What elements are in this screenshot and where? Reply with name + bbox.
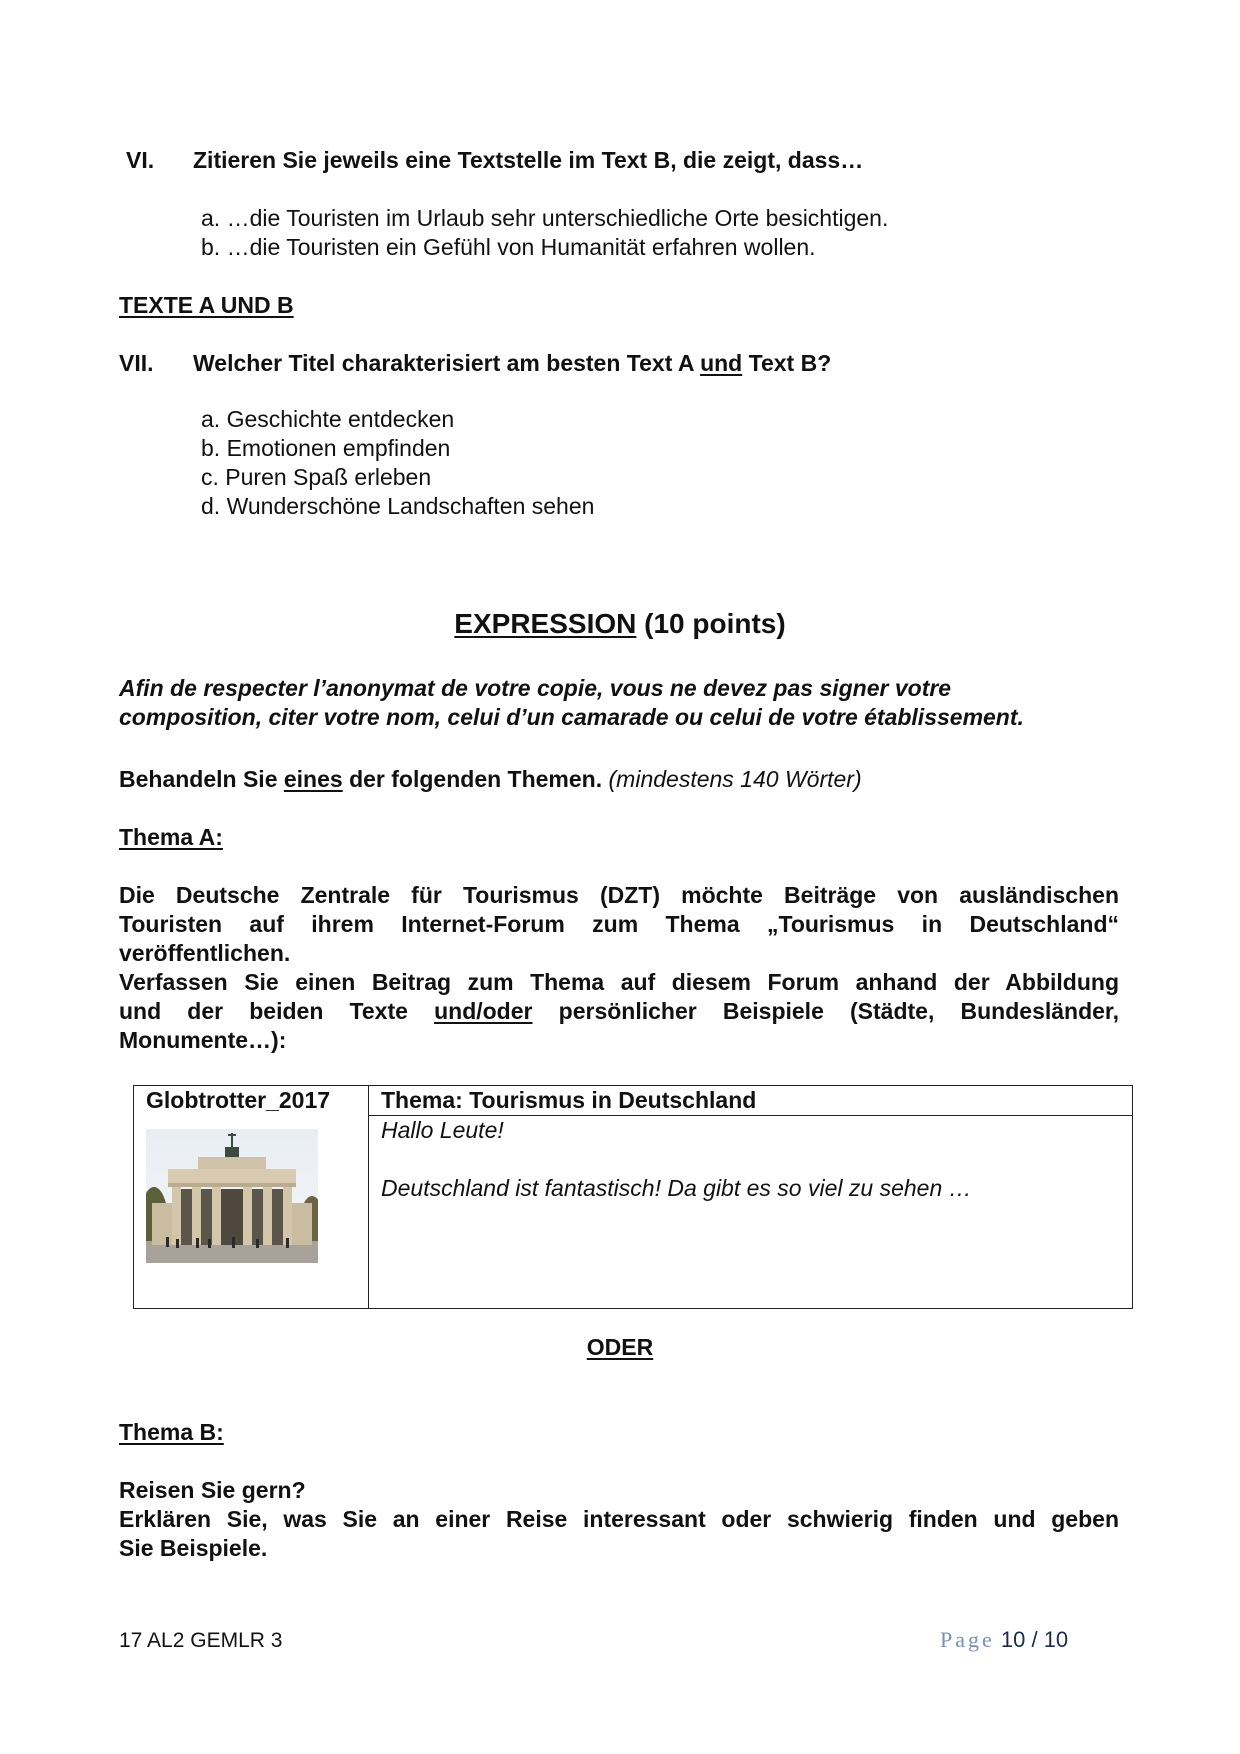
forum-username: Globtrotter_2017 — [146, 1087, 331, 1113]
option-c: c. Puren Spaß erleben — [201, 464, 432, 490]
thema-a-line2: Touristen auf ihrem Internet-Forum zum Thema „Tourismus in Deutschland“ — [119, 911, 1119, 937]
question-vii-text-underlined: und — [700, 350, 743, 376]
instruction-end: der folgenden Themen. — [342, 766, 603, 792]
oder-separator: ODER — [586, 1334, 654, 1360]
thema-b-line1: Reisen Sie gern? — [119, 1477, 306, 1503]
forum-message: Deutschland ist fantastisch! Da gibt es so viel zu sehen … — [381, 1175, 972, 1201]
expression-points: (10 points) — [636, 608, 786, 639]
thema-b-line2: Erklären Sie, was Sie an einer Reise interessant oder schwierig finden und geben — [119, 1506, 1119, 1532]
anonymity-note-line2: composition, citer votre nom, celui d’un camarade ou celui de votre établissement. — [119, 704, 1024, 730]
forum-post-table — [133, 1085, 1133, 1309]
option-d: d. Wunderschöne Landschaften sehen — [201, 493, 595, 519]
option-a: a. Geschichte entdecken — [201, 406, 455, 432]
question-vi-item-b: b. …die Touristen ein Gefühl von Humanität erfahren wollen. — [201, 234, 816, 260]
thema-b-line3: Sie Beispiele. — [119, 1535, 268, 1561]
forum-message-cell — [369, 1116, 1133, 1309]
anonymity-note-line1: Afin de respecter l’anonymat de votre copie, vous ne devez pas signer votre — [119, 675, 952, 701]
question-vi-text: Zitieren Sie jeweils eine Textstelle im Text B, die zeigt, dass… — [193, 147, 864, 173]
thema-a-line1: Die Deutsche Zentrale für Tourismus (DZT) möchte Beiträge von ausländischen — [119, 882, 1119, 908]
brandenburg-gate-image — [146, 1129, 318, 1263]
footer-code: 17 AL2 GEMLR 3 — [119, 1629, 283, 1652]
forum-greeting: Hallo Leute! — [381, 1117, 504, 1143]
texte-heading: TEXTE A UND B — [119, 292, 294, 318]
instruction — [119, 765, 862, 794]
footer-page-number: 10 / 10 — [1000, 1627, 1069, 1652]
question-vi-item-a: a. …die Touristen im Urlaub sehr unterschiedliche Orte besichtigen. — [201, 205, 889, 231]
question-vii-number: VII. — [119, 350, 154, 376]
thema-a-line3: veröffentlichen. — [119, 940, 291, 966]
forum-user-cell — [134, 1086, 369, 1309]
thema-a-heading: Thema A: — [119, 824, 223, 850]
thema-b-heading: Thema B: — [119, 1419, 224, 1445]
expression-heading — [0, 607, 1240, 641]
instruction-start: Behandeln Sie — [119, 766, 284, 792]
forum-thread-title: Thema: Tourismus in Deutschland — [369, 1086, 1133, 1116]
question-vii-text-start: Welcher Titel charakterisiert am besten Text A — [193, 350, 701, 376]
thema-a-line5-underlined: und/oder — [434, 998, 533, 1024]
instruction-underlined: eines — [283, 766, 343, 792]
thema-a-line6: Monumente…): — [119, 1027, 287, 1053]
thema-a-line5 — [119, 997, 1119, 1026]
question-vi-number: VI. — [126, 147, 155, 173]
footer-page-word: Page — [940, 1627, 995, 1652]
thema-a-line5-start: und der beiden Texte — [119, 998, 435, 1024]
thema-a-line4: Verfassen Sie einen Beitrag zum Thema auf diesem Forum anhand der Abbildung — [119, 969, 1119, 995]
thema-a-line5-end: persönlicher Beispiele (Städte, Bundesländer, — [558, 998, 1120, 1024]
question-vii-text — [193, 349, 831, 378]
option-b: b. Emotionen empfinden — [201, 435, 451, 461]
instruction-note: (mindestens 140 Wörter) — [602, 766, 862, 792]
question-vii-text-end: Text B? — [742, 350, 832, 376]
footer-page — [940, 1627, 1068, 1653]
expression-title: EXPRESSION — [454, 608, 637, 639]
